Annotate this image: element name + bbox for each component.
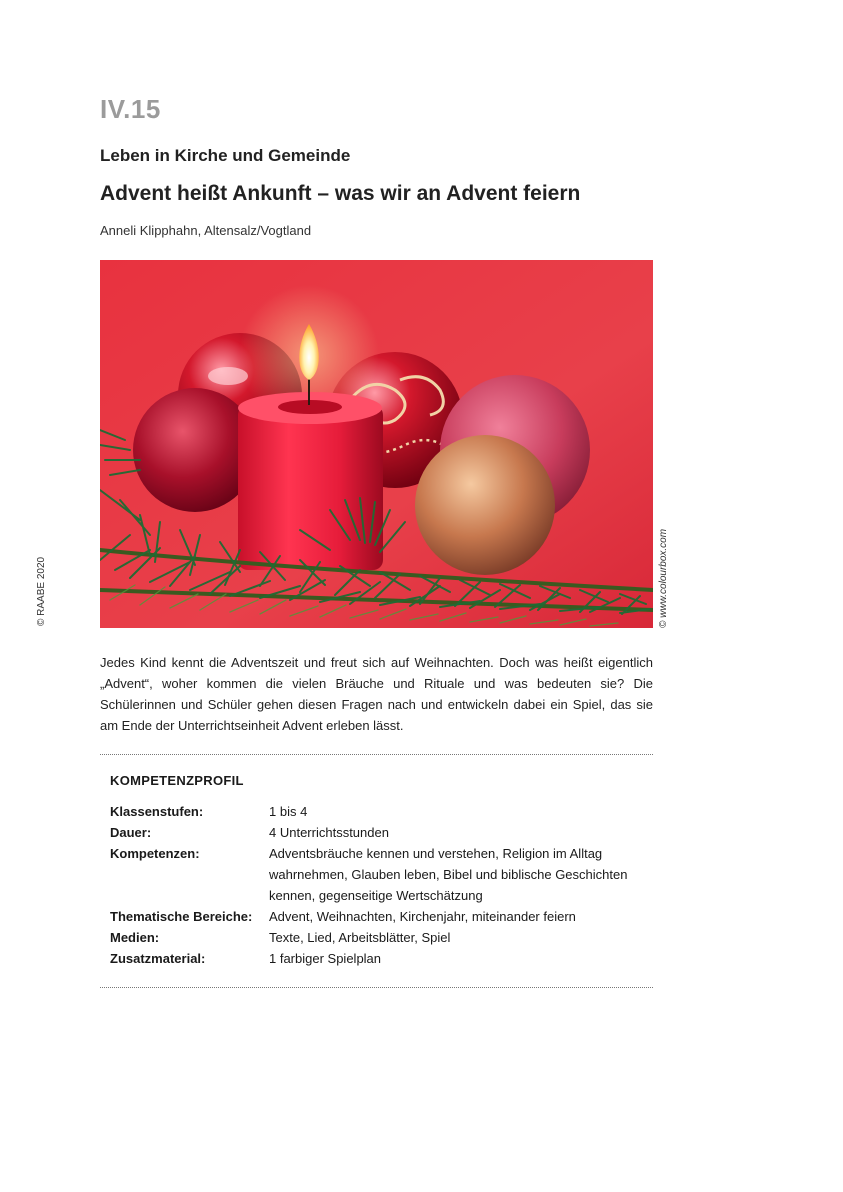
advent-candle-photo — [100, 260, 653, 628]
page-title: Advent heißt Ankunft – was wir an Advent feiern — [100, 182, 581, 205]
profile-value: Adventsbräuche kennen und verstehen, Religion im Alltag wahrnehmen, Glauben leben, Bibel und biblische Geschichten kennen, gegenseitige Wertschätzung — [269, 846, 628, 903]
profile-value: Advent, Weihnachten, Kirchenjahr, miteinander feiern — [269, 909, 576, 924]
profile-value: 1 bis 4 — [269, 804, 308, 819]
profile-value: Texte, Lied, Arbeitsblätter, Spiel — [269, 930, 451, 945]
profile-label: Klassenstufen: — [110, 804, 204, 819]
profile-heading: KOMPETENZPROFIL — [110, 773, 244, 788]
side-copyright: © RAABE 2020 — [36, 556, 47, 626]
divider-bottom — [100, 987, 653, 988]
section-title: Leben in Kirche und Gemeinde — [100, 146, 351, 165]
divider-top — [100, 754, 653, 755]
profile-value: 1 farbiger Spielplan — [269, 951, 382, 966]
profile-label: Zusatzmaterial: — [110, 951, 206, 966]
intro-paragraph: Jedes Kind kennt die Adventszeit und freut sich auf Weihnachten. Doch was heißt eigentlich „Advent“, woher kommen die vielen Bräuche und Rituale und was bedeuten sie? Die Schülerinnen und Schüler gehen diesen Fragen nach und entwickeln dabei ein Spiel, das sie am Ende der Unterrichtseinheit Advent erleben lässt. — [100, 655, 653, 733]
profile-label: Dauer: — [110, 825, 152, 840]
profile-label: Thematische Bereiche: — [110, 909, 253, 924]
profile-label: Medien: — [110, 930, 160, 945]
profile-value: 4 Unterrichtsstunden — [269, 825, 389, 840]
chapter-number: IV.15 — [100, 94, 161, 124]
photo-credit: © www.colourbox.com — [658, 528, 669, 628]
profile-label: Kompetenzen: — [110, 846, 200, 861]
author: Anneli Klipphahn, Altensalz/Vogtland — [100, 223, 312, 238]
